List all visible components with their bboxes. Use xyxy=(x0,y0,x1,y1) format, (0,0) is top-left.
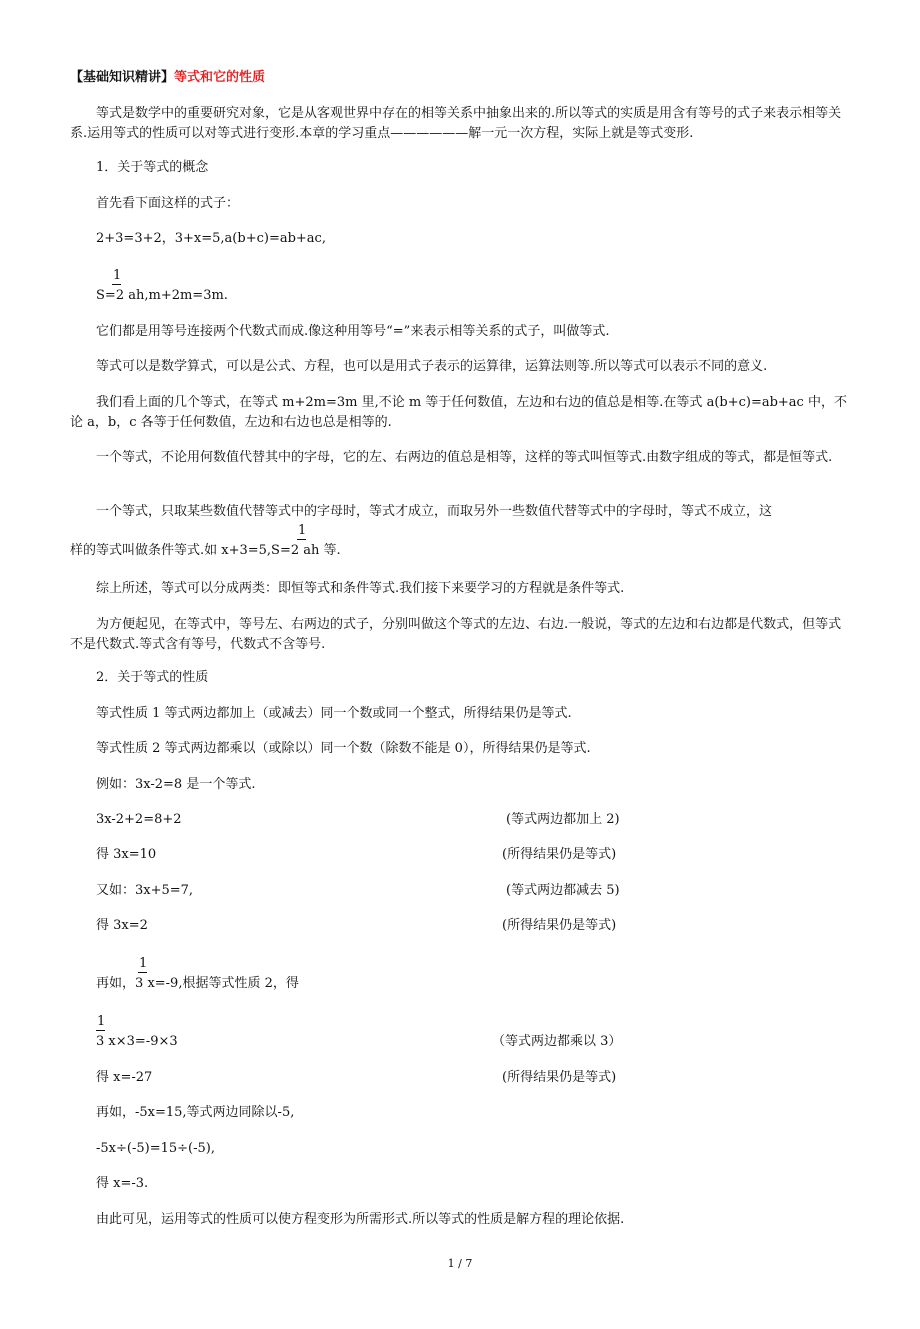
example-row-expr: 得 3x=10 xyxy=(96,847,157,862)
section1-first-paragraph: 首先看下面这样的式子： xyxy=(96,196,240,211)
title-topic: 等式和它的性质 xyxy=(174,70,266,85)
conditional-paragraph-line2 xyxy=(70,543,341,559)
conditional-fraction-bar xyxy=(297,539,306,540)
mult-suffix: x×3=-9×3 xyxy=(108,1034,178,1049)
example-row-expr: 3x-2+2=8+2 xyxy=(96,812,182,827)
division-intro: 再如，-5x=15,等式两边同除以-5, xyxy=(96,1105,295,1120)
again-fraction-numerator: 1 xyxy=(139,956,148,971)
title-bracket-label: 【基础知识精讲】 xyxy=(70,70,175,85)
mult-note: （等式两边都乘以 3） xyxy=(492,1034,622,1049)
mult-fraction-numerator: 1 xyxy=(97,1014,106,1029)
division-result: 得 x=-3. xyxy=(96,1176,149,1191)
example-row-expr: 又如：3x+5=7, xyxy=(96,883,194,898)
fraction-bar xyxy=(112,284,121,285)
example-row-expr: 得 3x=2 xyxy=(96,918,148,933)
section2-heading: 2．关于等式的性质 xyxy=(96,670,209,685)
fraction-denominator: 2 xyxy=(115,288,125,303)
area-suffix: ah,m+2m=3m. xyxy=(128,288,228,303)
conditional-fraction-denominator: 2 xyxy=(290,543,300,558)
example-intro: 例如：3x-2=8 是一个等式. xyxy=(96,777,256,792)
mult-fraction-denominator: 3 xyxy=(96,1034,105,1049)
example-row-note: (所得结果仍是等式) xyxy=(502,918,617,933)
page-number: 1 / 7 xyxy=(447,1257,473,1270)
again-suffix: x=-9,根据等式性质 2，得 xyxy=(147,976,299,991)
area-formula-line xyxy=(96,288,228,304)
conditional-paragraph-line1: 一个等式，只取某些数值代替等式中的字母时，等式才成立，而取另外一些数值代替等式中的字母时，等式不成立，这 xyxy=(96,504,773,519)
property2-text: 等式性质 2 等式两边都乘以（或除以）同一个数（除数不能是 0），所得结果仍是等式. xyxy=(96,741,591,756)
intro-paragraph: 等式是数学中的重要研究对象，它是从客观世界中存在的相等关系中抽象出来的.所以等式的实质是用含有等号的式子来表示相等关系.运用等式的性质可以对等式进行变形.本章的学习重点——————解一元一次方程，实际上就是等式变形. xyxy=(70,106,842,141)
examples-line: 2+3=3+2，3+x=5,a(b+c)=ab+ac, xyxy=(96,231,326,246)
area-prefix: S= xyxy=(96,288,116,303)
conditional-line2-suffix: ah 等. xyxy=(303,543,341,558)
definition-paragraph: 它们都是用等号连接两个代数式而成.像这种用等号“=”来表示相等关系的式子，叫做等式. xyxy=(96,324,610,339)
sides-paragraph: 为方便起见，在等式中，等号左、右两边的式子，分别叫做这个等式的左边、右边.一般说，等式的左边和右边都是代数式，但等式不是代数式.等式含有等号，代数式不含等号. xyxy=(70,617,842,652)
again-prefix: 再如， xyxy=(96,976,136,991)
page-title xyxy=(70,70,265,86)
mult-line xyxy=(96,1034,178,1050)
mult-fraction-bar xyxy=(96,1030,105,1031)
property1-text: 等式性质 1 等式两边都加上（或减去）同一个数或同一个整式，所得结果仍是等式. xyxy=(96,706,572,721)
example-row-note: (所得结果仍是等式) xyxy=(502,847,617,862)
summary-paragraph: 综上所述，等式可以分成两类：即恒等式和条件等式.我们接下来要学习的方程就是条件等式. xyxy=(96,581,625,596)
result-note: (所得结果仍是等式) xyxy=(502,1070,617,1085)
example-row-note: (等式两边都减去 5) xyxy=(506,883,620,898)
identity-paragraph: 一个等式，不论用何数值代替其中的字母，它的左、右两边的值总是相等，这样的等式叫恒等式.由数字组成的等式，都是恒等式. xyxy=(96,450,833,465)
observe-paragraph: 我们看上面的几个等式，在等式 m+2m=3m 里,不论 m 等于任何数值，左边和右边的值总是相等.在等式 a(b+c)=ab+ac 中，不论 a，b，c 各等于任何数值，左边和右边也总是相等的. xyxy=(70,395,847,430)
conclusion-paragraph: 由此可见，运用等式的性质可以使方程变形为所需形式.所以等式的性质是解方程的理论依据. xyxy=(96,1212,625,1227)
conditional-fraction-numerator: 1 xyxy=(298,523,307,538)
section1-heading: 1．关于等式的概念 xyxy=(96,160,209,175)
fraction-numerator: 1 xyxy=(113,268,122,283)
again-fraction-bar xyxy=(138,972,147,973)
result-expr: 得 x=-27 xyxy=(96,1070,153,1085)
again-fraction-denominator: 3 xyxy=(135,976,144,991)
conditional-line2-prefix: 样的等式叫做条件等式.如 x+3=5,S= xyxy=(70,543,291,558)
example-row-note: (等式两边都加上 2) xyxy=(506,812,620,827)
again-line xyxy=(96,976,299,992)
division-expr: -5x÷(-5)=15÷(-5), xyxy=(96,1141,215,1156)
meaning-paragraph: 等式可以是数学算式，可以是公式、方程，也可以是用式子表示的运算律，运算法则等.所以等式可以表示不同的意义. xyxy=(96,359,768,374)
